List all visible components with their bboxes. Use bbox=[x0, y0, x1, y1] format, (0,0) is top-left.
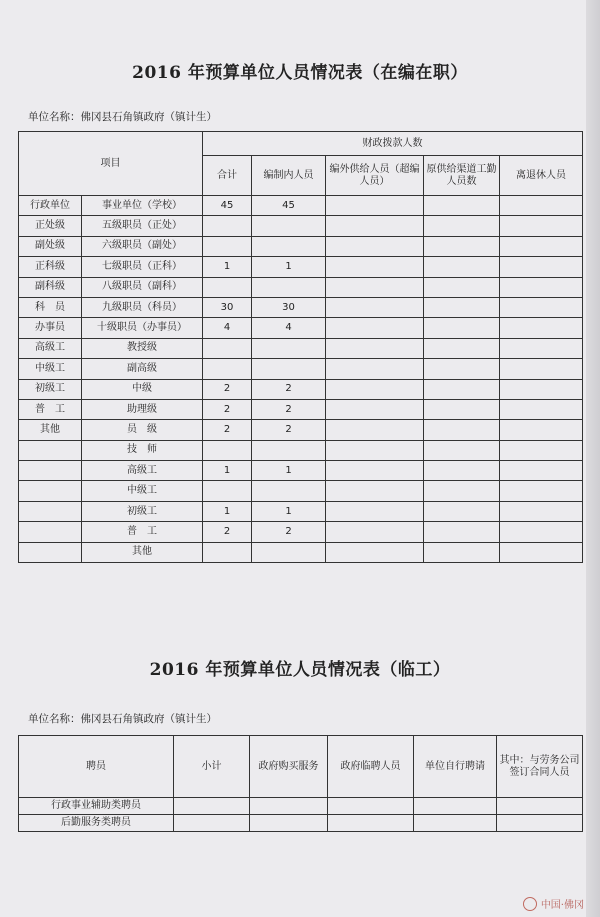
table1-title: 2016 年预算单位人员情况表（在编在职） bbox=[132, 63, 468, 83]
table-row bbox=[19, 440, 583, 460]
row-position: 员 级 bbox=[82, 420, 203, 440]
row-staff bbox=[252, 359, 326, 379]
table2-unit-label: 单位名称：佛冈县石角镇政府（镇计生） bbox=[28, 713, 217, 725]
row-position: 十级职员（办事员） bbox=[82, 318, 203, 338]
row-total: 1 bbox=[203, 257, 252, 277]
table-row bbox=[19, 481, 583, 501]
row-total bbox=[203, 359, 252, 379]
row-staff: 2 bbox=[252, 522, 326, 542]
table-row bbox=[19, 277, 583, 297]
row-position: 中级工 bbox=[82, 481, 203, 501]
row-retired bbox=[500, 277, 583, 297]
header-staff: 编制内人员 bbox=[252, 156, 326, 196]
row-staff bbox=[252, 542, 326, 562]
row-total: 4 bbox=[203, 318, 252, 338]
table-row bbox=[19, 216, 583, 236]
row-total bbox=[203, 481, 252, 501]
row-retired bbox=[500, 481, 583, 501]
row-self-hired bbox=[414, 815, 497, 832]
row-total bbox=[203, 277, 252, 297]
header-labor-contract: 其中：与劳务公司签订合同人员 bbox=[497, 736, 583, 798]
row-total bbox=[203, 440, 252, 460]
row-retired bbox=[500, 318, 583, 338]
header-total: 合计 bbox=[203, 156, 252, 196]
row-service-workers bbox=[424, 359, 500, 379]
row-extra-staff bbox=[326, 522, 424, 542]
row-position: 六级职员（副处） bbox=[82, 236, 203, 256]
personnel-table-regular bbox=[18, 131, 583, 563]
row-category: 中级工 bbox=[19, 359, 82, 379]
row-service-workers bbox=[424, 196, 500, 216]
personnel-table-temporary bbox=[18, 735, 583, 832]
row-retired bbox=[500, 522, 583, 542]
row-gov-temp bbox=[328, 815, 414, 832]
row-position: 七级职员（正科） bbox=[82, 257, 203, 277]
row-labor-contract bbox=[497, 798, 583, 815]
table-row bbox=[19, 542, 583, 562]
row-staff: 2 bbox=[252, 379, 326, 399]
row-extra-staff bbox=[326, 318, 424, 338]
row-extra-staff bbox=[326, 440, 424, 460]
row-service-workers bbox=[424, 338, 500, 358]
row-retired bbox=[500, 297, 583, 317]
row-service-workers bbox=[424, 297, 500, 317]
header-self-hired: 单位自行聘请 bbox=[414, 736, 497, 798]
row-staff bbox=[252, 236, 326, 256]
row-service-workers bbox=[424, 399, 500, 419]
row-total: 2 bbox=[203, 379, 252, 399]
table2-title: 2016 年预算单位人员情况表（临工） bbox=[149, 660, 451, 680]
row-service-workers bbox=[424, 216, 500, 236]
row-staff: 1 bbox=[252, 461, 326, 481]
row-extra-staff bbox=[326, 359, 424, 379]
header-employee: 聘员 bbox=[19, 736, 174, 798]
footer-logo bbox=[523, 896, 584, 911]
row-service-workers bbox=[424, 522, 500, 542]
row-employee-type: 后勤服务类聘员 bbox=[19, 815, 174, 832]
row-staff bbox=[252, 216, 326, 236]
table1-unit-label: 单位名称：佛冈县石角镇政府（镇计生） bbox=[28, 111, 217, 123]
row-category: 高级工 bbox=[19, 338, 82, 358]
row-position: 八级职员（副科） bbox=[82, 277, 203, 297]
row-position: 高级工 bbox=[82, 461, 203, 481]
row-position: 中级 bbox=[82, 379, 203, 399]
row-category bbox=[19, 461, 82, 481]
row-extra-staff bbox=[326, 379, 424, 399]
row-total bbox=[203, 542, 252, 562]
table-row bbox=[19, 522, 583, 542]
row-service-workers bbox=[424, 277, 500, 297]
row-gov-purchased bbox=[250, 798, 328, 815]
row-staff: 1 bbox=[252, 501, 326, 521]
row-retired bbox=[500, 501, 583, 521]
row-staff bbox=[252, 481, 326, 501]
row-extra-staff bbox=[326, 216, 424, 236]
table-row bbox=[19, 420, 583, 440]
row-gov-purchased bbox=[250, 815, 328, 832]
row-position: 初级工 bbox=[82, 501, 203, 521]
row-category: 其他 bbox=[19, 420, 82, 440]
row-total: 45 bbox=[203, 196, 252, 216]
row-position: 九级职员（科员） bbox=[82, 297, 203, 317]
row-extra-staff bbox=[326, 196, 424, 216]
row-retired bbox=[500, 461, 583, 481]
table-row bbox=[19, 297, 583, 317]
table-row bbox=[19, 461, 583, 481]
row-staff: 45 bbox=[252, 196, 326, 216]
row-total: 1 bbox=[203, 501, 252, 521]
table-row bbox=[19, 815, 583, 832]
row-service-workers bbox=[424, 420, 500, 440]
row-category bbox=[19, 481, 82, 501]
row-staff bbox=[252, 277, 326, 297]
row-extra-staff bbox=[326, 501, 424, 521]
row-retired bbox=[500, 338, 583, 358]
header-gov-temp: 政府临聘人员 bbox=[328, 736, 414, 798]
row-service-workers bbox=[424, 481, 500, 501]
row-retired bbox=[500, 440, 583, 460]
row-extra-staff bbox=[326, 257, 424, 277]
header-item: 项目 bbox=[19, 132, 203, 196]
row-retired bbox=[500, 399, 583, 419]
row-self-hired bbox=[414, 798, 497, 815]
row-service-workers bbox=[424, 379, 500, 399]
row-category: 初级工 bbox=[19, 379, 82, 399]
row-staff bbox=[252, 440, 326, 460]
row-retired bbox=[500, 257, 583, 277]
row-service-workers bbox=[424, 461, 500, 481]
row-employee-type: 行政事业辅助类聘员 bbox=[19, 798, 174, 815]
row-total bbox=[203, 338, 252, 358]
row-service-workers bbox=[424, 542, 500, 562]
row-total: 2 bbox=[203, 522, 252, 542]
footer-logo-text: 中国·佛冈 bbox=[540, 900, 584, 911]
row-service-workers bbox=[424, 440, 500, 460]
table-row bbox=[19, 196, 583, 216]
row-position: 技 师 bbox=[82, 440, 203, 460]
row-total bbox=[203, 236, 252, 256]
row-subtotal bbox=[174, 798, 250, 815]
row-total: 2 bbox=[203, 399, 252, 419]
row-position: 助理级 bbox=[82, 399, 203, 419]
row-category bbox=[19, 501, 82, 521]
row-category: 正科级 bbox=[19, 257, 82, 277]
row-total: 1 bbox=[203, 461, 252, 481]
row-position: 副高级 bbox=[82, 359, 203, 379]
row-staff: 2 bbox=[252, 399, 326, 419]
row-staff: 2 bbox=[252, 420, 326, 440]
row-category bbox=[19, 542, 82, 562]
row-extra-staff bbox=[326, 236, 424, 256]
row-retired bbox=[500, 236, 583, 256]
row-extra-staff bbox=[326, 399, 424, 419]
row-category bbox=[19, 522, 82, 542]
row-extra-staff bbox=[326, 277, 424, 297]
row-staff bbox=[252, 338, 326, 358]
seal-icon bbox=[523, 897, 537, 911]
row-service-workers bbox=[424, 257, 500, 277]
row-extra-staff bbox=[326, 461, 424, 481]
row-retired bbox=[500, 542, 583, 562]
row-category: 科 员 bbox=[19, 297, 82, 317]
row-category: 办事员 bbox=[19, 318, 82, 338]
row-category: 副科级 bbox=[19, 277, 82, 297]
row-position: 普 工 bbox=[82, 522, 203, 542]
table-row bbox=[19, 501, 583, 521]
row-labor-contract bbox=[497, 815, 583, 832]
row-service-workers bbox=[424, 318, 500, 338]
table-row bbox=[19, 798, 583, 815]
row-position: 五级职员（正处） bbox=[82, 216, 203, 236]
row-position: 教授级 bbox=[82, 338, 203, 358]
row-retired bbox=[500, 379, 583, 399]
row-extra-staff bbox=[326, 297, 424, 317]
row-retired bbox=[500, 420, 583, 440]
row-staff: 1 bbox=[252, 257, 326, 277]
header-service-workers: 原供给渠道工勤人员数 bbox=[424, 156, 500, 196]
row-subtotal bbox=[174, 815, 250, 832]
row-category: 副处级 bbox=[19, 236, 82, 256]
row-retired bbox=[500, 359, 583, 379]
page-edge bbox=[586, 0, 600, 917]
row-position: 其他 bbox=[82, 542, 203, 562]
row-category bbox=[19, 440, 82, 460]
header-fiscal-group: 财政拨款人数 bbox=[203, 132, 583, 156]
row-category: 正处级 bbox=[19, 216, 82, 236]
row-category: 普 工 bbox=[19, 399, 82, 419]
row-retired bbox=[500, 196, 583, 216]
row-category: 行政单位 bbox=[19, 196, 82, 216]
header-gov-purchased: 政府购买服务 bbox=[250, 736, 328, 798]
row-extra-staff bbox=[326, 481, 424, 501]
row-extra-staff bbox=[326, 338, 424, 358]
row-gov-temp bbox=[328, 798, 414, 815]
row-retired bbox=[500, 216, 583, 236]
row-total bbox=[203, 216, 252, 236]
row-extra-staff bbox=[326, 420, 424, 440]
table-row bbox=[19, 318, 583, 338]
row-service-workers bbox=[424, 501, 500, 521]
table-row bbox=[19, 379, 583, 399]
table-row bbox=[19, 399, 583, 419]
row-total: 2 bbox=[203, 420, 252, 440]
row-service-workers bbox=[424, 236, 500, 256]
header-extra-staff: 编外供给人员（超编人员） bbox=[326, 156, 424, 196]
table-row bbox=[19, 257, 583, 277]
header-retired: 离退休人员 bbox=[500, 156, 583, 196]
table-row bbox=[19, 338, 583, 358]
table-row bbox=[19, 236, 583, 256]
row-staff: 30 bbox=[252, 297, 326, 317]
row-staff: 4 bbox=[252, 318, 326, 338]
row-position: 事业单位（学校） bbox=[82, 196, 203, 216]
table-row bbox=[19, 359, 583, 379]
row-total: 30 bbox=[203, 297, 252, 317]
header-subtotal: 小计 bbox=[174, 736, 250, 798]
row-extra-staff bbox=[326, 542, 424, 562]
